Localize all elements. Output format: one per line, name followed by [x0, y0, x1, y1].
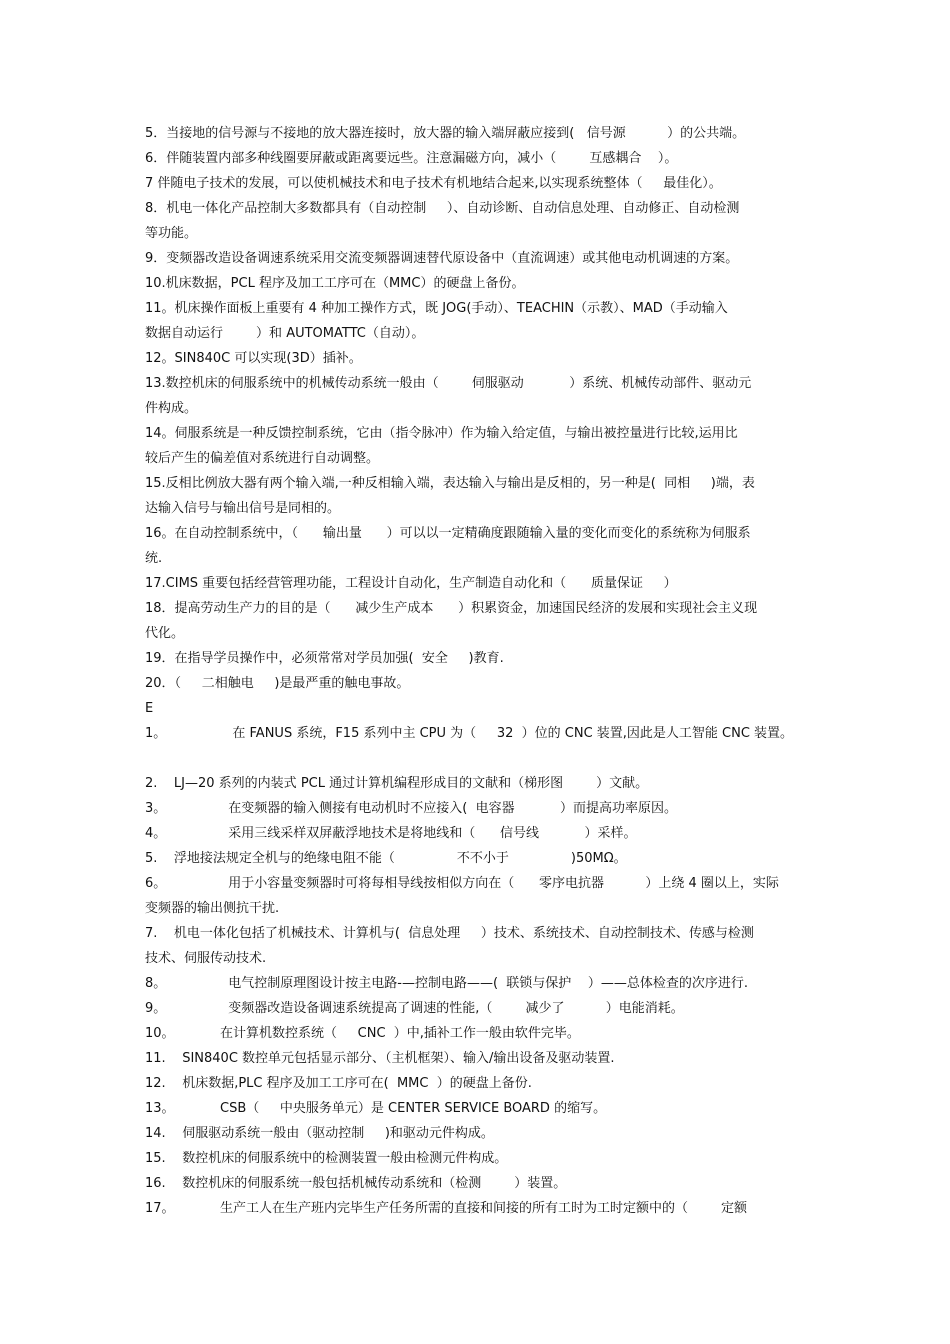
- text-line: 8。 电气控制原理图设计按主电路-—控制电路——( 联锁与保护 ）——总体检查的次序进行.: [145, 976, 748, 991]
- text-line: 数据自动运行 ）和 AUTOMATTC（自动）。: [145, 326, 425, 341]
- text-line: 11. SIN840C 数控单元包括显示部分、（主机框架）、输入/输出设备及驱动装置.: [145, 1051, 615, 1066]
- text-line: 18．提高劳动生产力的目的是（ 减少生产成本 ）积累资金，加速国民经济的发展和实现社会主义现: [145, 601, 758, 616]
- text-line: 16。在自动控制系统中，（ 输出量 ）可以以一定精确度跟随输入量的变化而变化的系统称为伺服系: [145, 526, 751, 541]
- text-line: 10。 在计算机数控系统（ CNC ）中,插补工作一般由软件完毕。: [145, 1026, 580, 1041]
- text-line: 达输入信号与输出信号是同相的。: [145, 501, 341, 516]
- text-line: 14。伺服系统是一种反馈控制系统，它由（指令脉冲）作为输入给定值，与输出被控量进行比较,运用比: [145, 426, 738, 441]
- text-line: 4。 采用三线采样双屏蔽浮地技术是将地线和（ 信号线 ）采样。: [145, 826, 637, 841]
- text-line: 代化。: [145, 626, 185, 641]
- text-line: 14. 伺服驱动系统一般由（驱动控制 )和驱动元件构成。: [145, 1126, 494, 1141]
- text-line: 16. 数控机床的伺服系统一般包括机械传动系统和（检测 ）装置。: [145, 1176, 567, 1191]
- text-line: 17。 生产工人在生产班内完毕生产任务所需的直接和间接的所有工时为工时定额中的（ 定额: [145, 1201, 748, 1216]
- text-line: 19．在指导学员操作中，必须常常对学员加强( 安全 )教育.: [145, 651, 504, 666]
- text-line: 6．伴随装置内部多种线圈要屏蔽或距离要远些。注意漏磁方向，减小（ 互感耦合 ）。: [145, 151, 678, 166]
- text-line: 2. LJ—20 系列的内装式 PCL 通过计算机编程形成目的文献和（梯形图 ）文献。: [145, 776, 649, 791]
- text-line: 9。 变频器改造设备调速系统提高了调速的性能,（ 减少了 ）电能消耗。: [145, 1001, 684, 1016]
- text-line: 6。 用于小容量变频器时可将每相导线按相似方向在（ 零序电抗器 ）上绕 4 圈以上，实际: [145, 876, 779, 891]
- text-line: 5. 浮地接法规定全机与的绝缘电阻不能（ 不不小于 )50MΩ。: [145, 851, 627, 866]
- text-line: 等功能。: [145, 226, 198, 241]
- text-line: 技术、伺服传动技术.: [145, 951, 267, 966]
- text-line: 8．机电一体化产品控制大多数都具有（自动控制 ）、自动诊断、自动信息处理、自动修正、自动检测: [145, 201, 740, 216]
- text-line: 12。SIN840C 可以实现(3D）插补。: [145, 351, 362, 366]
- text-line: 3。 在变频器的输入侧接有电动机时不应接入( 电容器 ）而提高功率原因。: [145, 801, 678, 816]
- text-line: 5．当接地的信号源与不接地的放大器连接时，放大器的输入端屏蔽应接到( 信号源 ）的公共端。: [145, 126, 746, 141]
- text-line: 10.机床数据，PCL 程序及加工工序可在（MMC）的硬盘上备份。: [145, 276, 525, 291]
- text-line: 9．变频器改造设备调速系统采用交流变频器调速替代原设备中（直流调速）或其他电动机调速的方案。: [145, 251, 739, 266]
- text-line: 11。机床操作面板上重要有 4 种加工操作方式，既 JOG(手动）、TEACHIN（示教）、MAD（手动输入: [145, 301, 728, 316]
- text-line: 7 伴随电子技术的发展，可以使机械技术和电子技术有机地结合起来,以实现系统整体（ 最佳化）。: [145, 176, 722, 191]
- text-line: 件构成。: [145, 401, 198, 416]
- text-line: 15. 数控机床的伺服系统中的检测装置一般由检测元件构成。: [145, 1151, 508, 1166]
- text-line: 统.: [145, 551, 163, 566]
- text-line: 变频器的输出侧抗干扰.: [145, 901, 280, 916]
- text-line: 7. 机电一体化包括了机械技术、计算机与( 信息处理 ）技术、系统技术、自动控制技术、传感与检测: [145, 926, 754, 941]
- text-line: E: [145, 701, 154, 716]
- text-line: 13。 CSB（ 中央服务单元）是 CENTER SERVICE BOARD 的缩写。: [145, 1101, 607, 1116]
- text-line: 13.数控机床的伺服系统中的机械传动系统一般由（ 伺服驱动 ）系统、机械传动部件、驱动元: [145, 376, 752, 391]
- text-line: 较后产生的偏差值对系统进行自动调整。: [145, 451, 380, 466]
- text-line: 20．（ 二相触电 )是最严重的触电事故。: [145, 676, 410, 691]
- text-line: 17.CIMS 重要包括经营管理功能，工程设计自动化，生产制造自动化和（ 质量保证 ）: [145, 576, 677, 591]
- text-line: 12. 机床数据,PLC 程序及加工工序可在( MMC ）的硬盘上备份.: [145, 1076, 532, 1091]
- text-line: 15.反相比例放大器有两个输入端,一种反相输入端，表达输入与输出是反相的，另一种是( 同相 )端，表: [145, 476, 755, 491]
- text-line: 1。 在 FANUS 系统，F15 系列中主 CPU 为（ 32 ）位的 CNC 装置,因此是人工智能 CNC 装置。: [145, 726, 794, 741]
